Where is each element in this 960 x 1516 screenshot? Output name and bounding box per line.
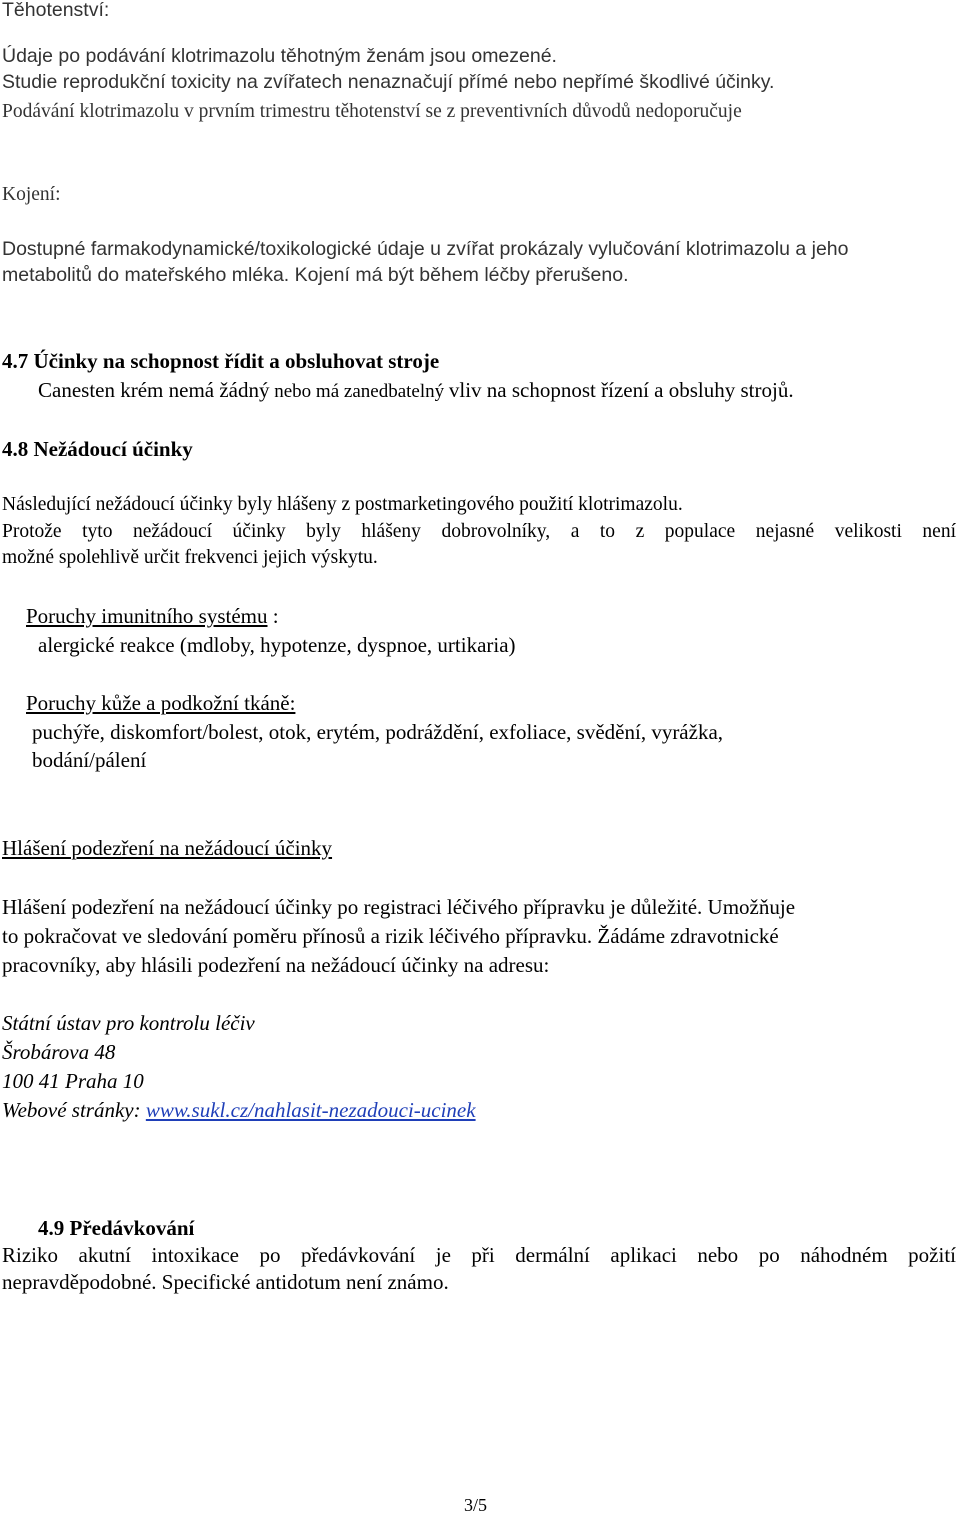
page-number: 3/5: [464, 1495, 488, 1515]
skin-disorders-heading: Poruchy kůže a podkožní tkáně:: [26, 691, 296, 715]
reporting-heading: Hlášení podezření na nežádoucí účinky: [2, 836, 333, 860]
section-4-7-text: [38, 378, 794, 403]
immune-disorders-title: Poruchy imunitního systému: [26, 604, 268, 628]
website-line: [2, 1098, 476, 1122]
immune-disorders-text: alergické reakce (mdloby, hypotenze, dyspnoe, urtikaria): [38, 633, 516, 657]
skin-disorders-text: puchýře, diskomfort/bolest, otok, erytém, podráždění, exfoliace, svědění, vyrážka,: [32, 720, 724, 744]
section-4-8-heading: 4.8 Nežádoucí účinky: [2, 437, 193, 461]
immune-disorders-heading: [26, 604, 279, 628]
section-4-7-text-part: nebo má zanedbatelný: [269, 381, 449, 402]
adverse-intro: Následující nežádoucí účinky byly hlášeny z postmarketingového použití klotrimazolu.: [2, 494, 683, 515]
overdose-text: nepravděpodobné. Specifické antidotum není známo.: [2, 1270, 449, 1294]
section-4-7-heading: 4.7 Účinky na schopnost řídit a obsluhovat stroje: [2, 349, 440, 373]
reporting-line: pracovníky, aby hlásili podezření na nežádoucí účinky na adresu:: [2, 953, 550, 977]
adverse-note: možné spolehlivě určit frekvenci jejich výskytu.: [2, 547, 378, 568]
breastfeeding-line: metabolitů do mateřského mléka. Kojení má být během léčby přerušeno.: [2, 264, 629, 286]
reporting-line: Hlášení podezření na nežádoucí účinky po registraci léčivého přípravku je důležité. Umožňuje: [2, 895, 796, 919]
adverse-note: Protože tyto nežádoucí účinky byly hlášeny dobrovolníky, a to z populace nejasné velikosti není: [2, 521, 956, 542]
section-4-7-text-part: Canesten krém nemá žádný: [38, 378, 270, 402]
section-4-9-heading: 4.9 Předávkování: [38, 1216, 195, 1240]
reporting-line: to pokračovat ve sledování poměru přínosů a rizik léčivého přípravku. Žádáme zdravotnické: [2, 924, 779, 948]
section-4-7-text-part: vliv na schopnost řízení a obsluhy strojů.: [448, 378, 794, 402]
pregnancy-line: Údaje po podávání klotrimazolu těhotným ženám jsou omezené.: [2, 45, 557, 67]
website-label: Webové stránky:: [2, 1098, 146, 1122]
address-line: Státní ústav pro kontrolu léčiv: [2, 1011, 255, 1035]
pregnancy-line: Podávání klotrimazolu v prvním trimestru těhotenství se z preventivních důvodů nedoporučuje: [2, 101, 742, 122]
pregnancy-heading: Těhotenství:: [2, 0, 110, 21]
website-link[interactable]: www.sukl.cz/nahlasit-nezadouci-ucinek: [145, 1098, 476, 1122]
pregnancy-line: Studie reprodukční toxicity na zvířatech nenaznačují přímé nebo nepřímé škodlivé účinky.: [2, 71, 775, 93]
address-line: Šrobárova 48: [2, 1040, 116, 1064]
breastfeeding-line: Dostupné farmakodynamické/toxikologické údaje u zvířat prokázaly vylučování klotrimazolu a jeho: [2, 238, 849, 260]
breastfeeding-heading: Kojení:: [2, 184, 61, 205]
skin-disorders-text: bodání/pálení: [32, 748, 147, 772]
immune-disorders-colon: :: [267, 604, 279, 628]
address-line: 100 41 Praha 10: [2, 1069, 144, 1093]
overdose-text: Riziko akutní intoxikace po předávkování je při dermální aplikaci nebo po náhodném požití: [2, 1243, 956, 1267]
